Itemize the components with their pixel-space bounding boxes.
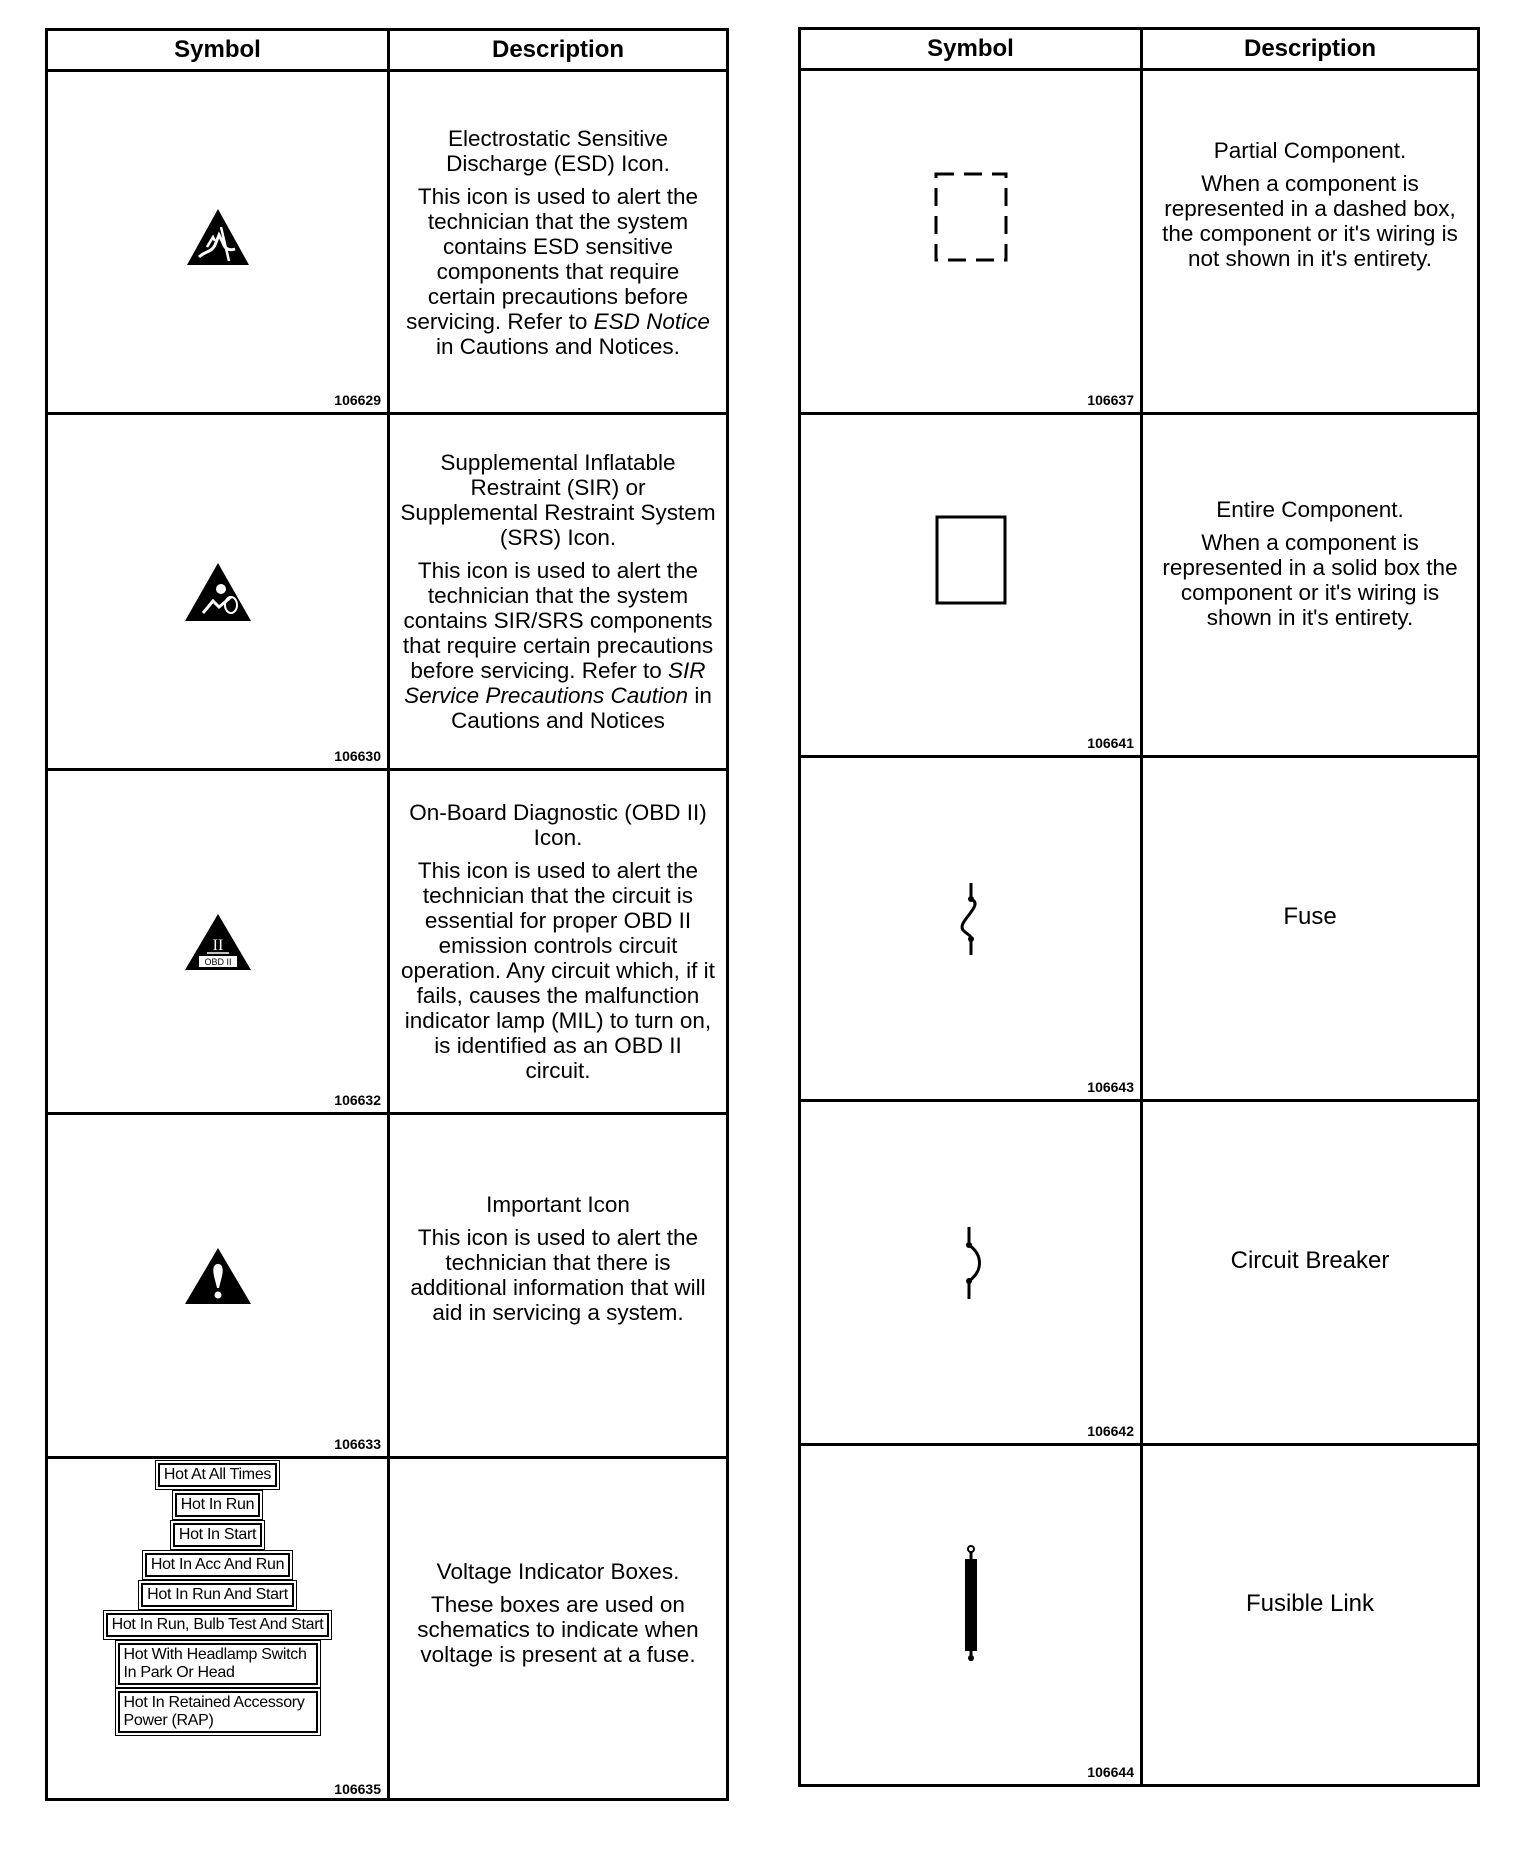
description-header: Description — [491, 36, 625, 63]
left-symbol-table — [45, 28, 729, 1801]
table-row-fusible-link — [801, 1446, 1477, 1784]
description-cell — [1143, 1446, 1477, 1784]
fusible-link-icon — [961, 1545, 981, 1665]
symbol-cell — [48, 771, 390, 1112]
figure-number: 106635 — [334, 1781, 381, 1797]
voltage-indicator-box: Hot At All Times — [158, 1463, 277, 1487]
table-row-sir — [48, 415, 726, 771]
circuit-breaker-icon — [959, 1227, 983, 1299]
table-row-fuse — [801, 758, 1477, 1102]
figure-number: 106644 — [1087, 1764, 1134, 1780]
figure-number: 106637 — [1087, 392, 1134, 408]
important-warning-icon — [183, 1246, 253, 1306]
description-cell — [1143, 71, 1477, 412]
description-header: Description — [1243, 35, 1377, 62]
obd-icon-label-top: II — [212, 936, 223, 954]
description-body: When a component is represented in a dashed box, the component or it's wiring is not shown in it's entirety. — [1162, 171, 1458, 271]
solid-box-icon — [935, 515, 1007, 605]
esd-icon — [185, 207, 251, 267]
voltage-indicator-box-list — [106, 1463, 330, 1733]
symbol-cell — [48, 72, 390, 412]
description-title: Partial Component. — [1213, 138, 1407, 163]
voltage-indicator-box: Hot In Run — [175, 1493, 261, 1517]
body-text: in Cautions and Notices — [451, 683, 712, 733]
symbol-cell — [801, 415, 1143, 755]
symbol-cell — [48, 1115, 390, 1456]
figure-number: 106629 — [334, 392, 381, 408]
description-cell — [390, 771, 726, 1112]
fuse-icon — [956, 883, 986, 955]
voltage-indicator-box: Hot In Run, Bulb Test And Start — [106, 1613, 330, 1637]
figure-number: 106642 — [1087, 1423, 1134, 1439]
voltage-indicator-box: Hot In Retained Accessory Power (RAP) — [118, 1691, 318, 1733]
body-text: This icon is used to alert the technician that the system contains ESD sensitive components that require certain precautions before servicing. Refer to — [406, 183, 699, 334]
figure-number: 106641 — [1087, 735, 1134, 751]
description-title: Supplemental Inflatable Restraint (SIR) or Supplemental Restraint System (SRS) Icon. — [400, 450, 716, 550]
description-body: These boxes are used on schematics to indicate when voltage is present at a fuse. — [417, 1592, 699, 1667]
table-row-esd — [48, 72, 726, 415]
description-body — [400, 558, 716, 733]
figure-number: 106633 — [334, 1436, 381, 1452]
table-row-entire-component — [801, 415, 1477, 758]
symbol-header: Symbol — [801, 30, 1143, 68]
sir-airbag-icon — [183, 561, 253, 623]
right-symbol-table — [798, 27, 1480, 1787]
body-reference: ESD Notice — [593, 308, 710, 334]
description-body: This icon is used to alert the technician that there is additional information that will aid in servicing a system. — [410, 1225, 706, 1325]
description-body: When a component is represented in a solid box the component or it's wiring is shown in it's entirety. — [1162, 529, 1458, 630]
symbol-header: Symbol — [48, 31, 390, 69]
table-header — [48, 31, 726, 72]
description-title: Electrostatic Sensitive Discharge (ESD) Icon. — [446, 125, 670, 176]
table-row-obd — [48, 771, 726, 1115]
dashed-box-icon — [933, 171, 1009, 263]
description-title: On-Board Diagnostic (OBD II) Icon. — [409, 800, 707, 850]
description-cell — [1143, 758, 1477, 1099]
body-text: This icon is used to alert the technician that the system contains SIR/SRS components that require certain precautions before servicing. Refer to — [402, 558, 714, 683]
symbol-cell — [801, 71, 1143, 412]
description-cell — [390, 72, 726, 412]
body-reference: SIR Service Precautions Caution — [404, 658, 706, 708]
description-cell — [390, 1459, 726, 1801]
figure-number: 106630 — [334, 748, 381, 764]
table-row-partial-component — [801, 71, 1477, 415]
symbol-cell — [801, 1446, 1143, 1784]
figure-number: 106643 — [1087, 1079, 1134, 1095]
figure-number: 106632 — [334, 1092, 381, 1108]
voltage-indicator-box: Hot In Start — [173, 1523, 262, 1547]
description-title: Important Icon — [486, 1192, 630, 1217]
table-header — [801, 30, 1477, 71]
description-cell — [390, 1115, 726, 1456]
voltage-indicator-box: Hot In Run And Start — [141, 1583, 294, 1607]
description-title: Fuse — [1283, 903, 1337, 930]
symbol-cell — [48, 415, 390, 768]
description-title: Fusible Link — [1245, 1589, 1375, 1617]
description-cell — [1143, 415, 1477, 755]
table-row-circuit-breaker — [801, 1102, 1477, 1446]
description-title: Entire Component. — [1216, 496, 1404, 522]
description-title: Voltage Indicator Boxes. — [436, 1559, 680, 1584]
description-cell — [1143, 1102, 1477, 1443]
obd-ii-icon — [183, 912, 253, 972]
table-row-voltage-boxes — [48, 1459, 726, 1801]
symbol-cell — [48, 1459, 390, 1801]
voltage-indicator-box: Hot With Headlamp Switch In Park Or Head — [118, 1643, 318, 1685]
description-body — [400, 184, 716, 359]
voltage-indicator-box: Hot In Acc And Run — [145, 1553, 290, 1577]
obd-icon-label-bottom: OBD II — [203, 956, 232, 967]
body-text: in Cautions and Notices. — [436, 333, 680, 359]
description-cell — [390, 415, 726, 768]
symbol-cell — [801, 1102, 1143, 1443]
symbol-cell — [801, 758, 1143, 1099]
table-row-important — [48, 1115, 726, 1459]
description-body: This icon is used to alert the technician that the circuit is essential for proper OBD II emission controls circuit operation. Any circuit which, if it fails, causes the malfunction indicator lamp (MIL) to turn on, is identified as an OBD II circuit. — [401, 858, 715, 1083]
description-title: Circuit Breaker — [1230, 1247, 1390, 1274]
